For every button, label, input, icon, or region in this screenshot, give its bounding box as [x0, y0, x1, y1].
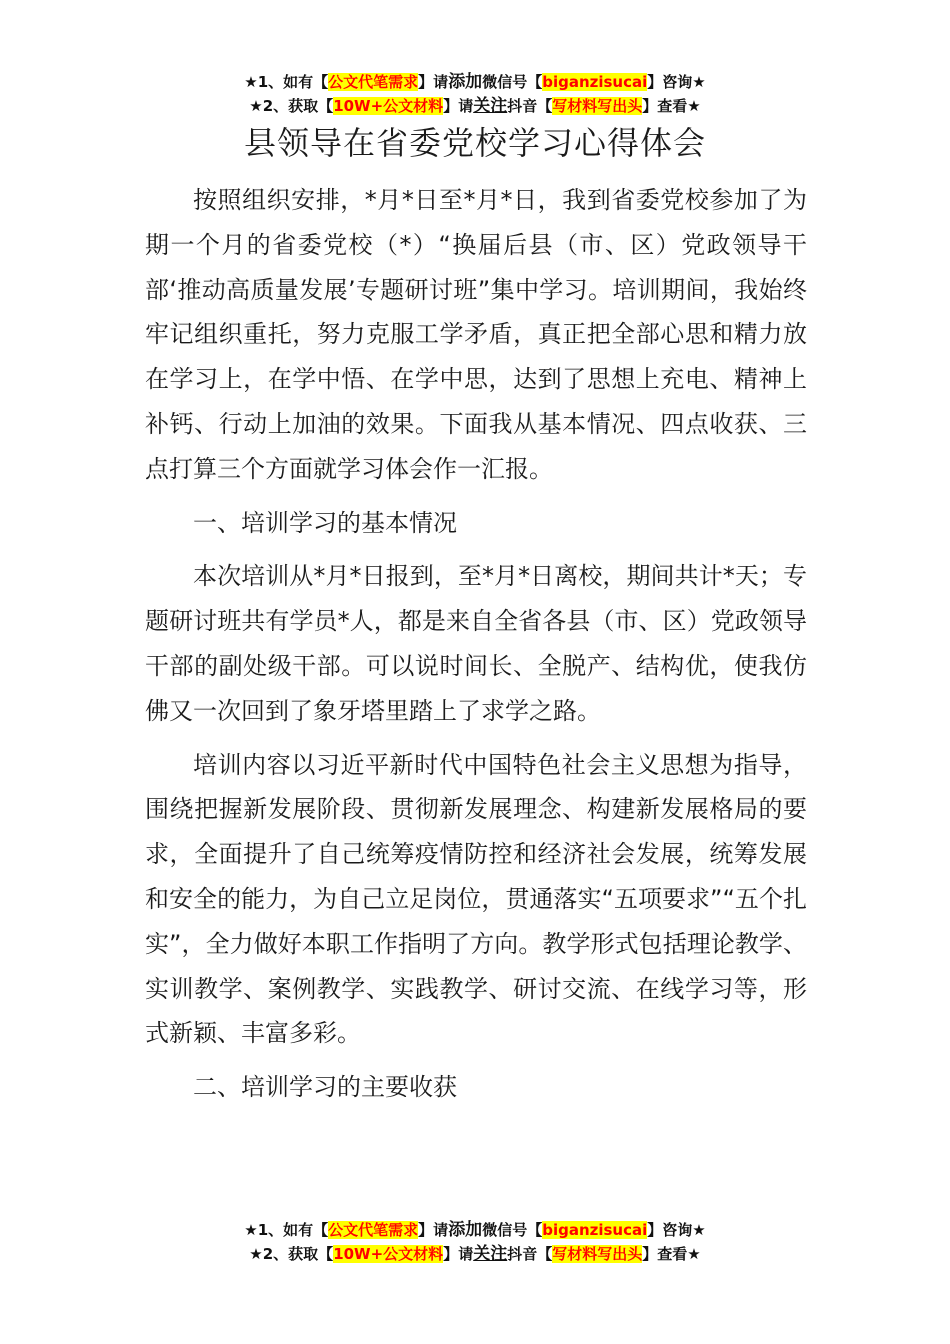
promo-text: ★2、获取【: [249, 97, 334, 115]
promo-wechat-id: biganzisucai: [542, 73, 648, 91]
section-heading: 二、培训学习的主要收获: [193, 1073, 457, 1102]
promo-line-2: [0, 94, 950, 118]
section-heading: 一、培训学习的基本情况: [193, 508, 457, 537]
promo-line-1: [0, 70, 950, 94]
promo-text: ★1、如有【: [244, 1221, 329, 1239]
promo-text: 】查看★: [642, 1245, 701, 1263]
promo-douyin-account: 写材料写出头: [552, 97, 643, 115]
paragraph: 培训内容以习近平新时代中国特色社会主义思想为指导，围绕把握新发展阶段、贯彻新发展理念、构建新发展格局的要求，全面提升了自己统筹疫情防控和经济社会发展，统筹发展和安全的能力，为自己立足岗位，贯通落实“五项要求”“五个扎实”，全力做好本职工作指明了方向。教学形式包括理论教学、实训教学、案例教学、实践教学、研讨交流、在线学习等，形式新颖、丰富多彩。: [145, 750, 807, 1048]
promo-text: 】请: [443, 1245, 474, 1263]
promo-text: 】咨询★: [647, 73, 706, 91]
promo-text: 微信号【: [482, 1221, 543, 1239]
document-body: [145, 178, 807, 1119]
paragraph: 按照组织安排，*月*日至*月*日，我到省委党校参加了为期一个月的省委党校（*）“换届后县（市、区）党政领导干部‘推动高质量发展’专题研讨班”集中学习。培训期间，我始终牢记组织重托，努力克服工学矛盾，真正把全部心思和精力放在学习上，在学中悟、在学中思，达到了思想上充电、精神上补钙、行动上加油的效果。下面我从基本情况、四点收获、三点打算三个方面就学习体会作一汇报。: [145, 186, 807, 483]
document-title: 县领导在省委党校学习心得体会: [243, 124, 706, 162]
promo-text: 】请: [418, 73, 449, 91]
promo-line-1: [0, 1218, 950, 1242]
paragraph: 本次培训从*月*日报到，至*月*日离校，期间共计*天；专题研讨班共有学员*人，都是来自全省各县（市、区）党政领导干部的副处级干部。可以说时间长、全脱产、结构优，使我仿佛又一次回到了象牙塔里踏上了求学之路。: [145, 562, 807, 725]
promo-highlight: 公文代笔需求: [328, 1221, 419, 1239]
promo-text: 抖音【: [507, 1245, 553, 1263]
promo-highlight: 10W+公文材料: [333, 1245, 444, 1263]
promo-emphasis: 关注: [473, 96, 508, 116]
promo-footer: [0, 1218, 950, 1266]
promo-text: 】查看★: [642, 97, 701, 115]
promo-text: ★2、获取【: [249, 1245, 334, 1263]
promo-header: [0, 70, 950, 118]
promo-emphasis: 添加: [448, 72, 483, 92]
promo-text: 抖音【: [507, 97, 553, 115]
promo-douyin-account: 写材料写出头: [552, 1245, 643, 1263]
promo-text: 】请: [418, 1221, 449, 1239]
promo-highlight: 公文代笔需求: [328, 73, 419, 91]
promo-line-2: [0, 1242, 950, 1266]
promo-emphasis: 添加: [448, 1220, 483, 1240]
promo-text: 】请: [443, 97, 474, 115]
promo-text: ★1、如有【: [244, 73, 329, 91]
promo-highlight: 10W+公文材料: [333, 97, 444, 115]
promo-text: 】咨询★: [647, 1221, 706, 1239]
promo-emphasis: 关注: [473, 1244, 508, 1264]
promo-text: 微信号【: [482, 73, 543, 91]
promo-wechat-id: biganzisucai: [542, 1221, 648, 1239]
